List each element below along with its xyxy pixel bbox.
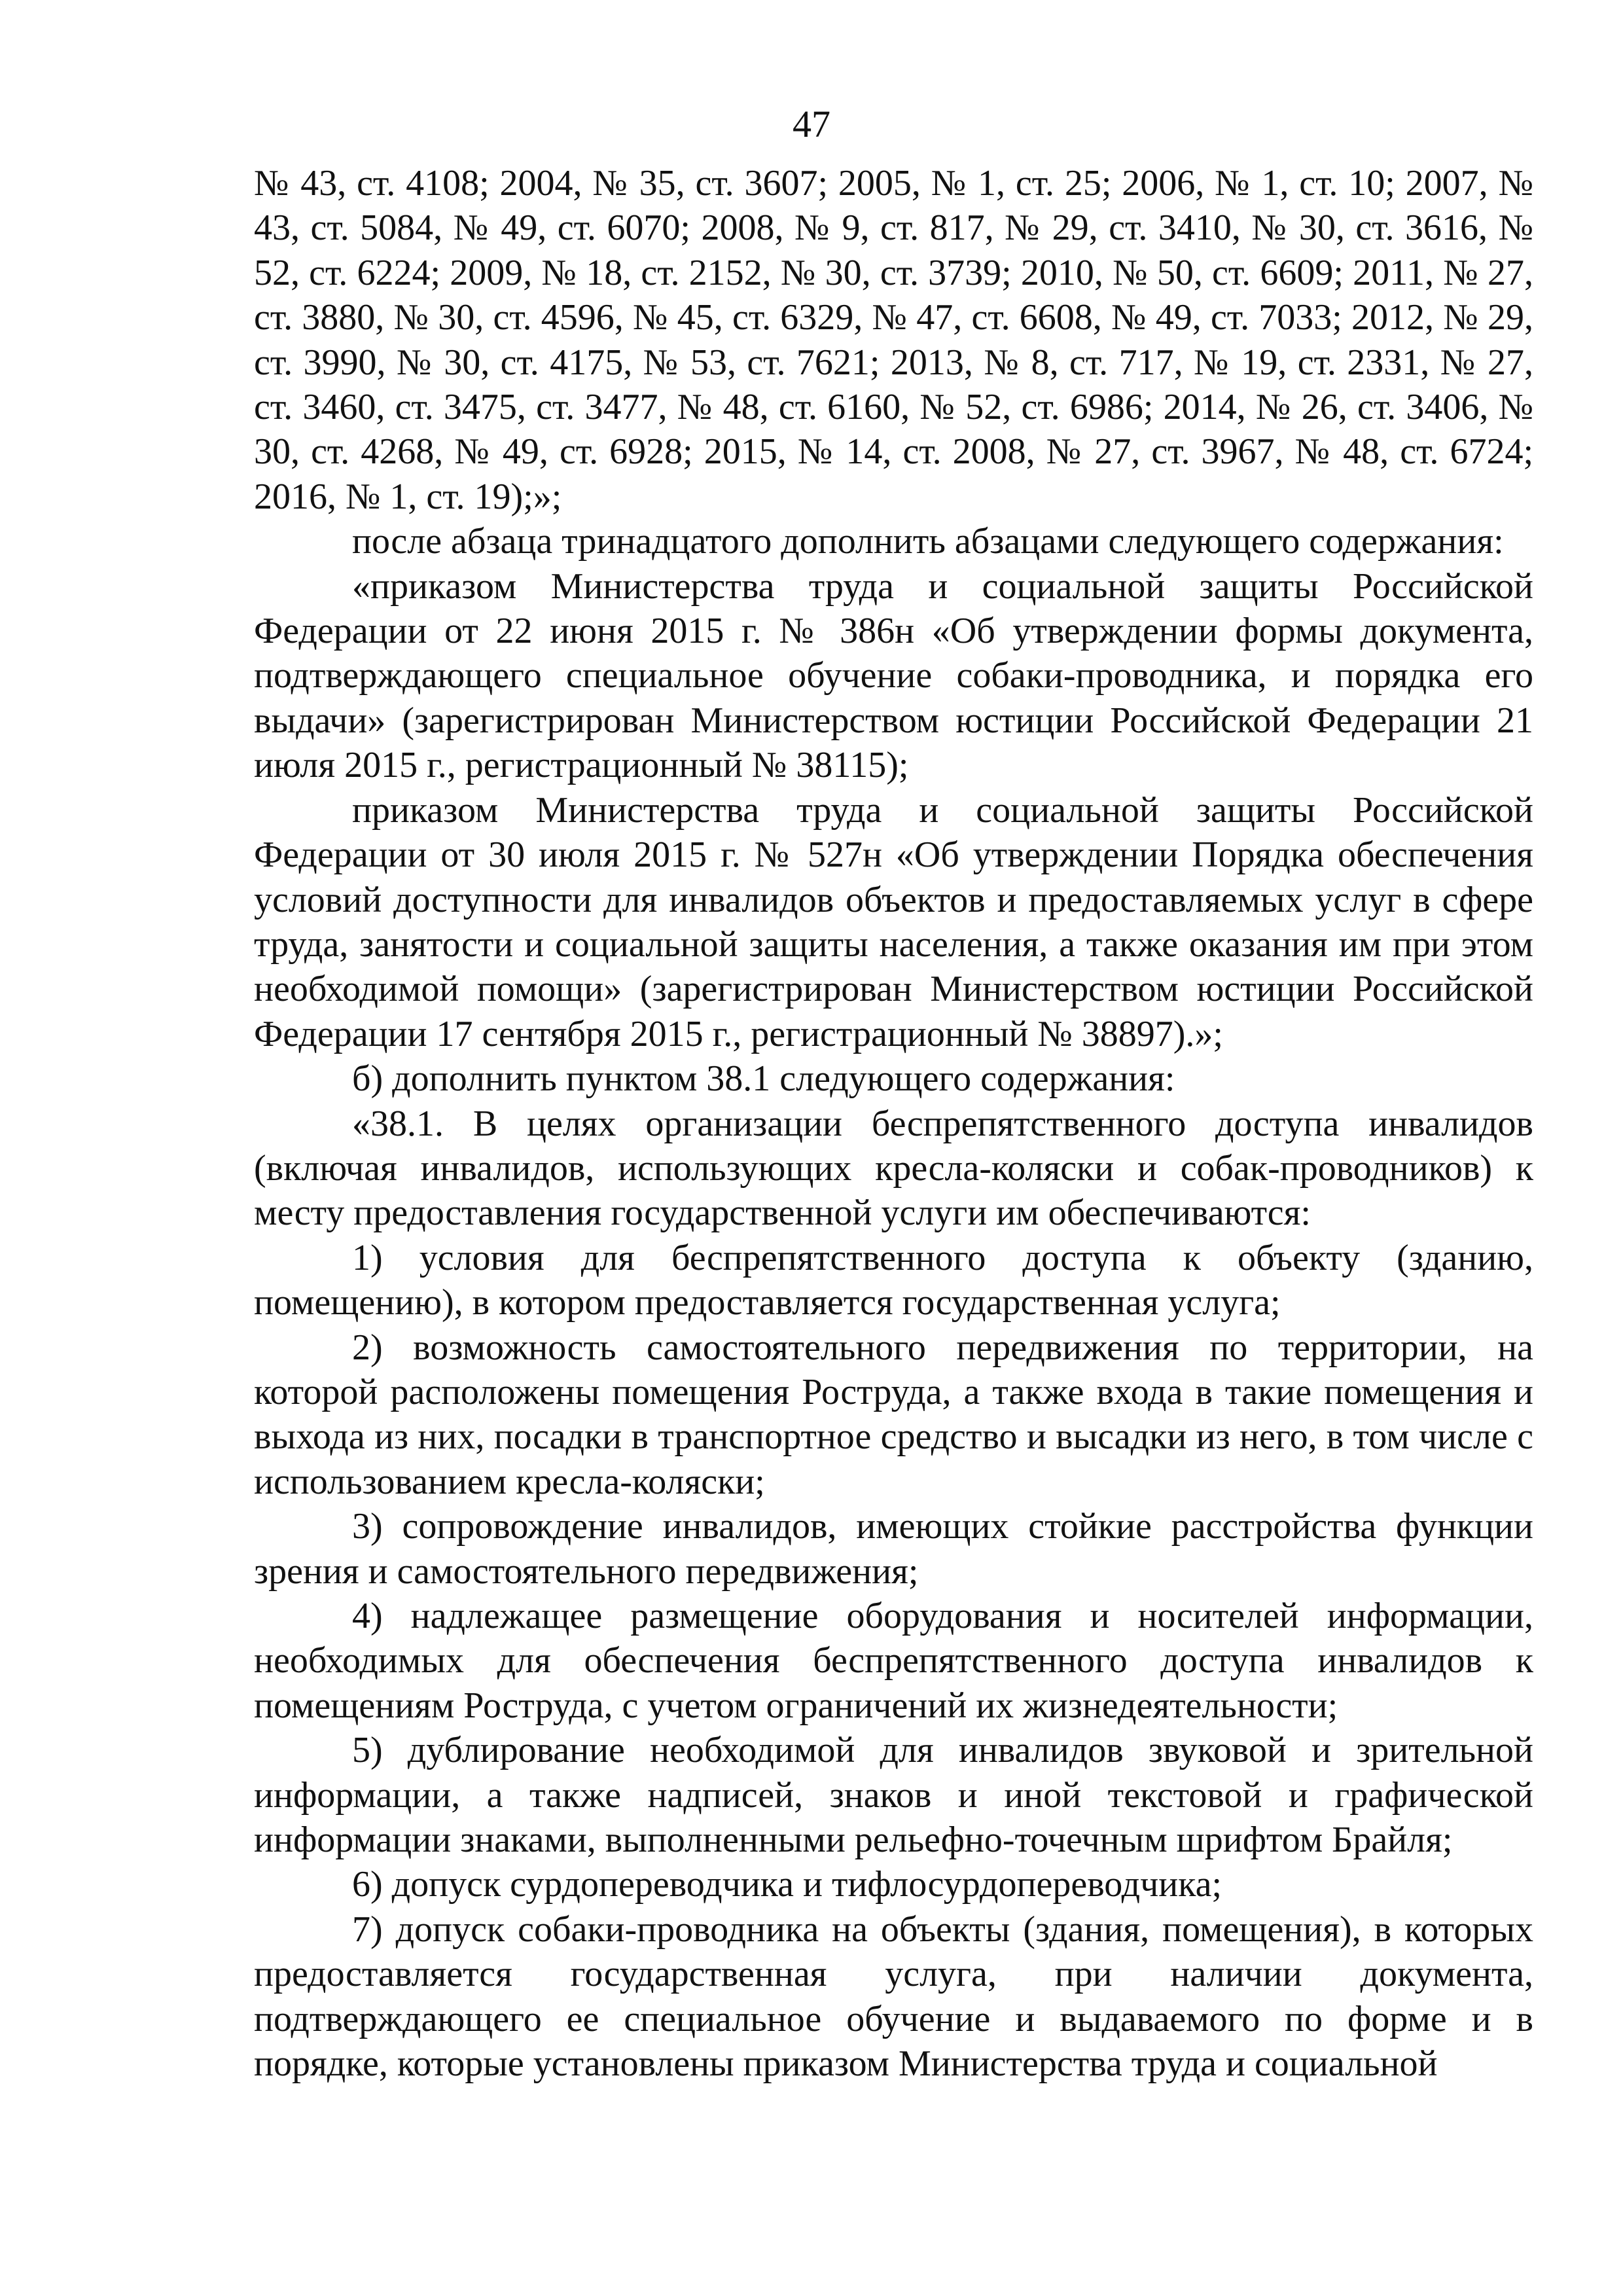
page-number: 47 (793, 103, 830, 145)
list-item-3: 3) сопровождение инвалидов, имеющих стойкие расстройства функции зрения и самостоятельного передвижения; (254, 1506, 1533, 1592)
list-item-2: 2) возможность самостоятельного передвижения по территории, на которой расположены помещения Роструда, а также входа в такие помещения и выхода из них, посадки в транспортное средство и высадки из него, в том числе с использованием кресла-коляски; (254, 1327, 1533, 1502)
list-item-6: 6) допуск сурдопереводчика и тифлосурдопереводчика; (352, 1864, 1222, 1905)
paragraph-order-386n: «приказом Министерства труда и социальной защиты Российской Федерации от 22 июня 2015 г. № 386н «Об утверждении формы документа, подтверждающего специальное обучение собаки-проводника, и порядка его выдачи» (зарегистрирован Министерством юстиции Российской Федерации 21 июля 2015 г., регистрационный № 38115); (254, 565, 1533, 786)
document-body (254, 161, 1533, 2086)
paragraph-sources-list: № 43, ст. 4108; 2004, № 35, ст. 3607; 2005, № 1, ст. 25; 2006, № 1, ст. 10; 2007, № 43, ст. 5084, № 49, ст. 6070; 2008, № 9, ст. 817, № 29, ст. 3410, № 30, ст. 3616, № 52, ст. 6224; 2009, № 18, ст. 2152, № 30, ст. 3739; 2010, № 50, ст. 6609; 2011, № 27, ст. 3880, № 30, ст. 4596, № 45, ст. 6329, № 47, ст. 6608, № 49, ст. 7033; 2012, № 29, ст. 3990, № 30, ст. 4175, № 53, ст. 7621; 2013, № 8, ст. 717, № 19, ст. 2331, № 27, ст. 3460, ст. 3475, ст. 3477, № 48, ст. 6160, № 52, ст. 6986; 2014, № 26, ст. 3406, № 30, ст. 4268, № 49, ст. 6928; 2015, № 14, ст. 2008, № 27, ст. 3967, № 48, ст. 6724; 2016, № 1, ст. 19);»; (254, 163, 1533, 517)
paragraph-amendment-intro: после абзаца тринадцатого дополнить абзацами следующего содержания: (352, 521, 1504, 562)
list-item-7: 7) допуск собаки-проводника на объекты (здания, помещения), в которых предоставляется государственная услуга, при наличии документа, подтверждающего ее специальное обучение и выдаваемого по форме и в порядке, которые установлены приказом Министерства труда и социальной (254, 1909, 1533, 2085)
list-item-1: 1) условия для беспрепятственного доступа к объекту (зданию, помещению), в котором предоставляется государственная услуга; (254, 1237, 1533, 1323)
paragraph-order-527n: приказом Министерства труда и социальной защиты Российской Федерации от 30 июля 2015 г. № 527н «Об утверждении Порядка обеспечения условий доступности для инвалидов объектов и предоставляемых услуг в сфере труда, занятости и социальной защиты населения, а также оказания им при этом необходимой помощи» (зарегистрирован Министерством юстиции Российской Федерации 17 сентября 2015 г., регистрационный № 38897).»; (254, 789, 1533, 1054)
paragraph-item-b: б) дополнить пунктом 38.1 следующего содержания: (352, 1058, 1175, 1100)
list-item-5: 5) дублирование необходимой для инвалидов звуковой и зрительной информации, а также надписей, знаков и иной текстовой и графической информации знаками, выполненными рельефно-точечным шрифтом Брайля; (254, 1730, 1533, 1861)
list-item-4: 4) надлежащее размещение оборудования и носителей информации, необходимых для обеспечения беспрепятственного доступа инвалидов к помещениям Роструда, с учетом ограничений их жизнедеятельности; (254, 1596, 1533, 1726)
paragraph-clause-38-1: «38.1. В целях организации беспрепятственного доступа инвалидов (включая инвалидов, использующих кресла-коляски и собак-проводников) к месту предоставления государственной услуги им обеспечиваются: (254, 1103, 1533, 1234)
